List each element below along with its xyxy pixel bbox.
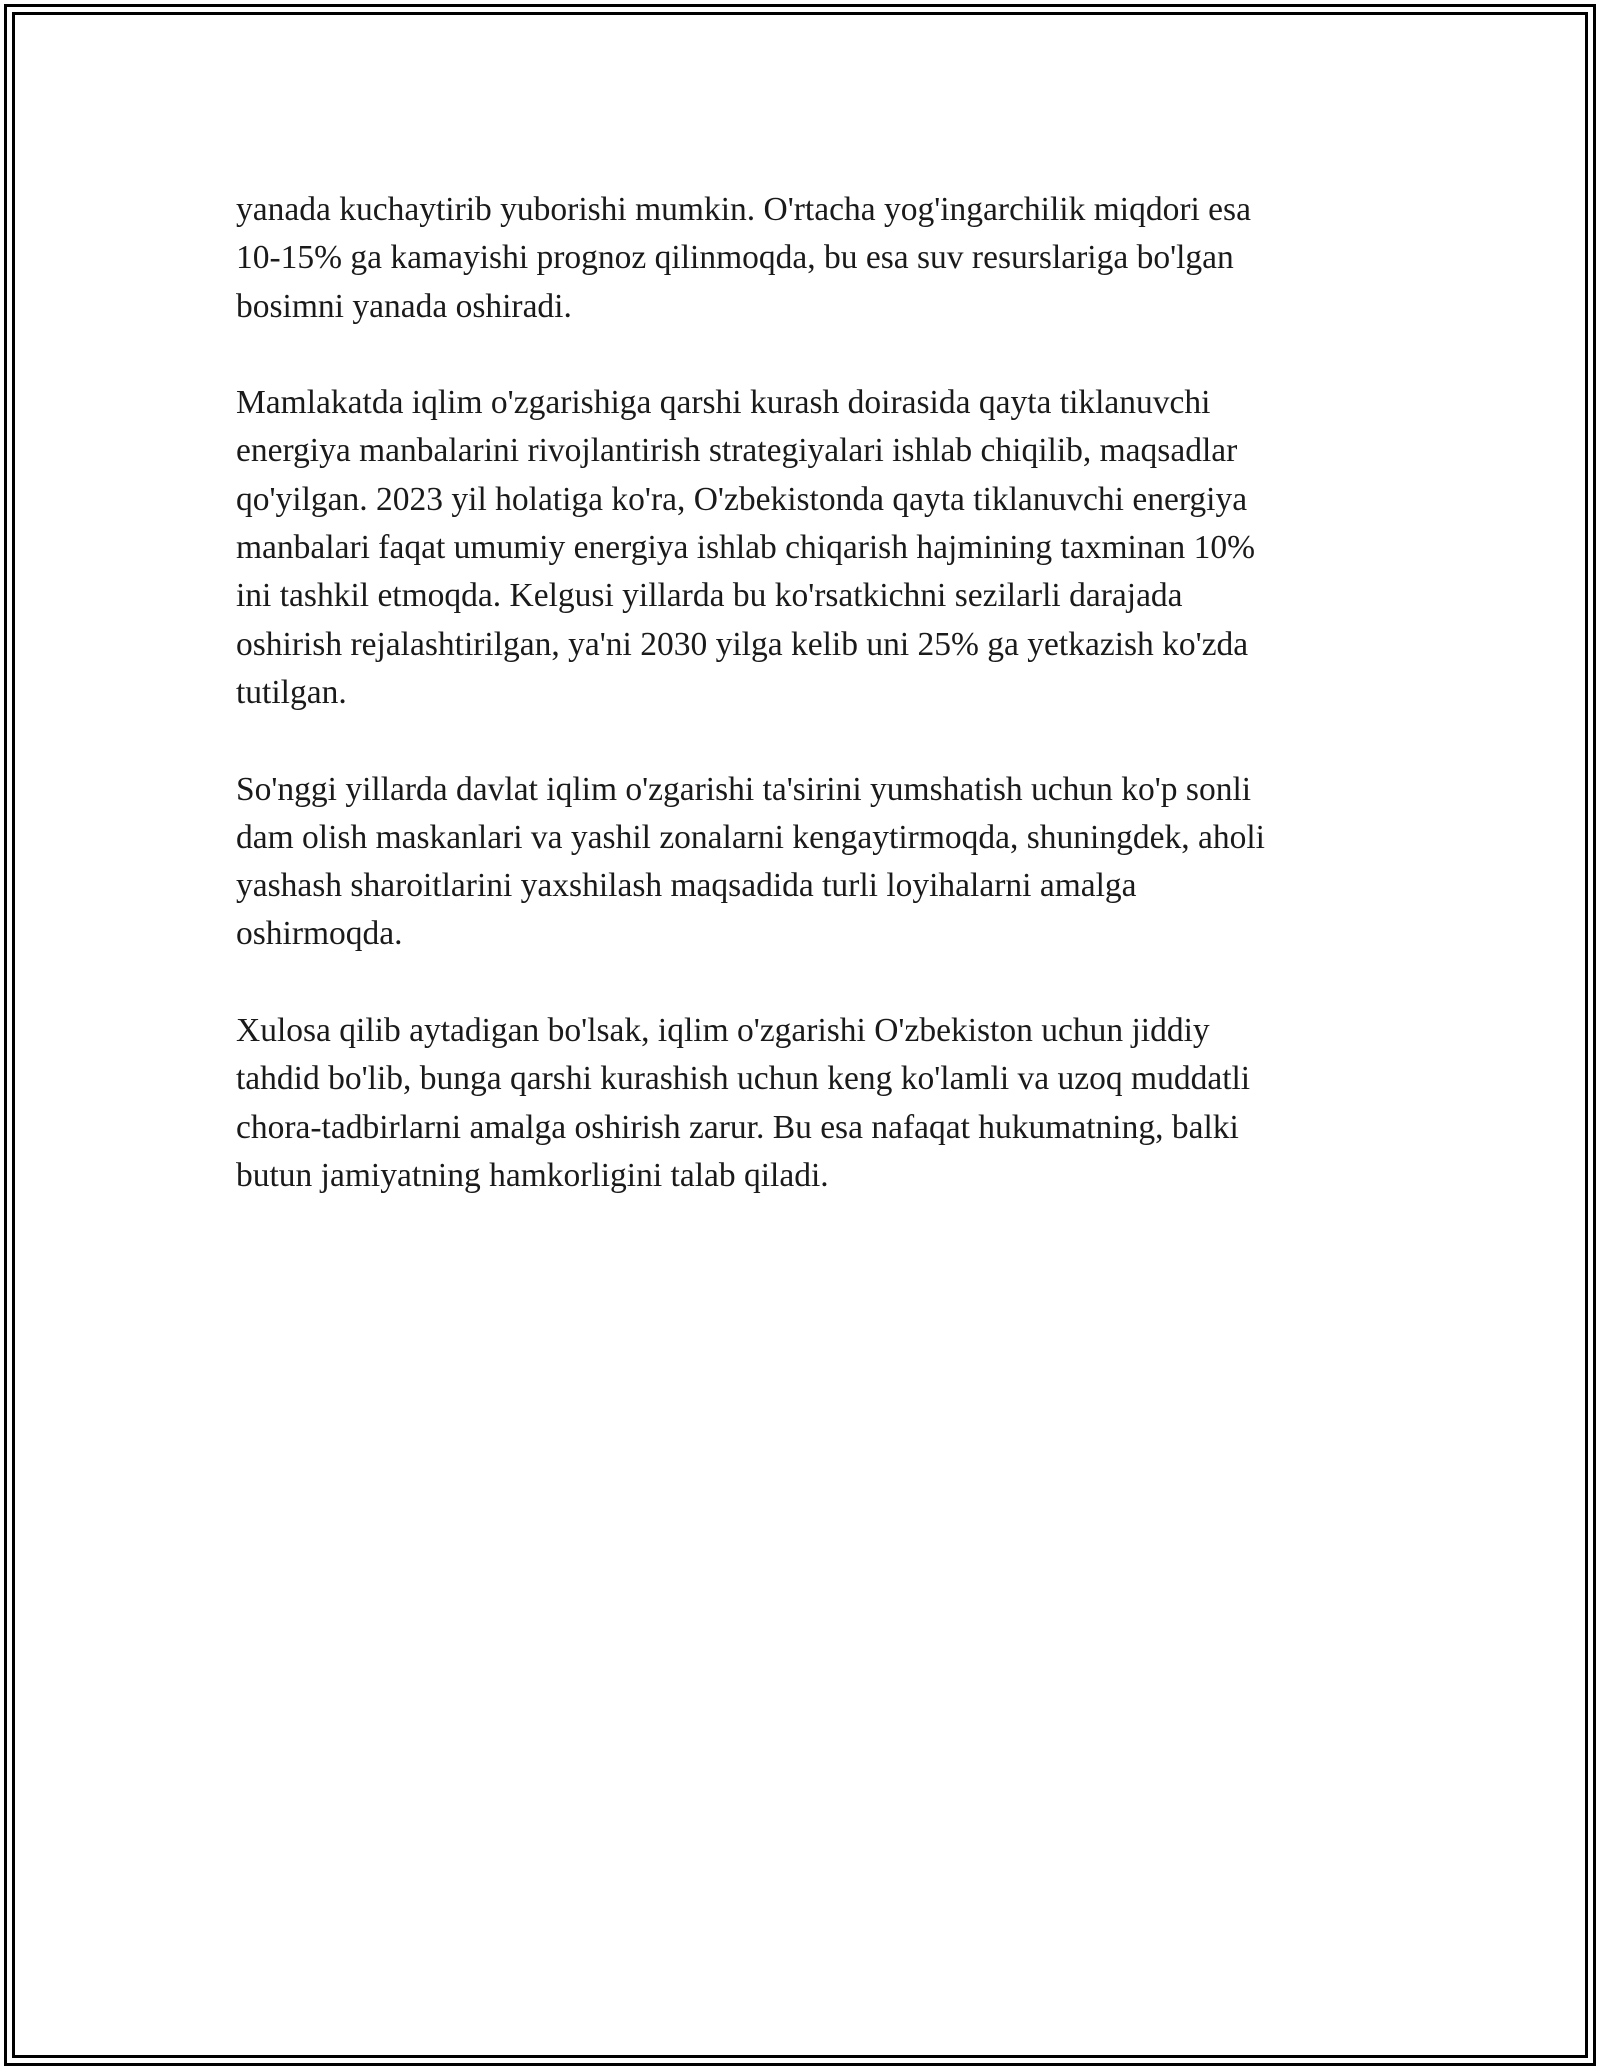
text-line: Xulosa qilib aytadigan bo'lsak, iqlim o'zgarishi O'zbekiston uchun jiddiy	[236, 1012, 1210, 1050]
paragraph-renewable-energy	[236, 379, 1396, 717]
text-line: tutilgan.	[236, 673, 347, 711]
text-line: bosimni yanada oshiradi.	[236, 287, 572, 325]
text-line: yashash sharoitlarini yaxshilash maqsadida turli loyihalarni amalga	[236, 867, 1137, 905]
text-line: oshirmoqda.	[236, 915, 403, 953]
document-body	[236, 186, 1396, 1249]
paragraph-rainfall	[236, 186, 1396, 331]
text-line: energiya manbalarini rivojlantirish strategiyalari ishlab chiqilib, maqsadlar	[236, 432, 1238, 470]
paragraph-green-zones	[236, 766, 1396, 959]
text-line: chora-tadbirlarni amalga oshirish zarur. Bu esa nafaqat hukumatning, balki	[236, 1108, 1239, 1146]
text-line: manbalari faqat umumiy energiya ishlab chiqarish hajmining taxminan 10%	[236, 529, 1256, 567]
text-line: qo'yilgan. 2023 yil holatiga ko'ra, O'zbekistonda qayta tiklanuvchi energiya	[236, 480, 1248, 518]
text-line: ini tashkil etmoqda. Kelgusi yillarda bu ko'rsatkichni sezilarli darajada	[236, 577, 1183, 615]
text-line: Mamlakatda iqlim o'zgarishiga qarshi kurash doirasida qayta tiklanuvchi	[236, 384, 1211, 422]
text-line: yanada kuchaytirib yuborishi mumkin. O'rtacha yog'ingarchilik miqdori esa	[236, 191, 1251, 228]
text-line: dam olish maskanlari va yashil zonalarni kengaytirmoqda, shuningdek, aholi	[236, 818, 1265, 856]
text-line: butun jamiyatning hamkorligini talab qiladi.	[236, 1156, 829, 1194]
text-line: 10-15% ga kamayishi prognoz qilinmoqda, bu esa suv resurslariga bo'lgan	[236, 239, 1234, 277]
paragraph-conclusion	[236, 1007, 1396, 1200]
text-line: oshirish rejalashtirilgan, ya'ni 2030 yilga kelib uni 25% ga yetkazish ko'zda	[236, 625, 1249, 663]
text-line: So'nggi yillarda davlat iqlim o'zgarishi ta'sirini yumshatish uchun ko'p sonli	[236, 770, 1252, 808]
text-line: tahdid bo'lib, bunga qarshi kurashish uchun keng ko'lamli va uzoq muddatli	[236, 1060, 1251, 1098]
